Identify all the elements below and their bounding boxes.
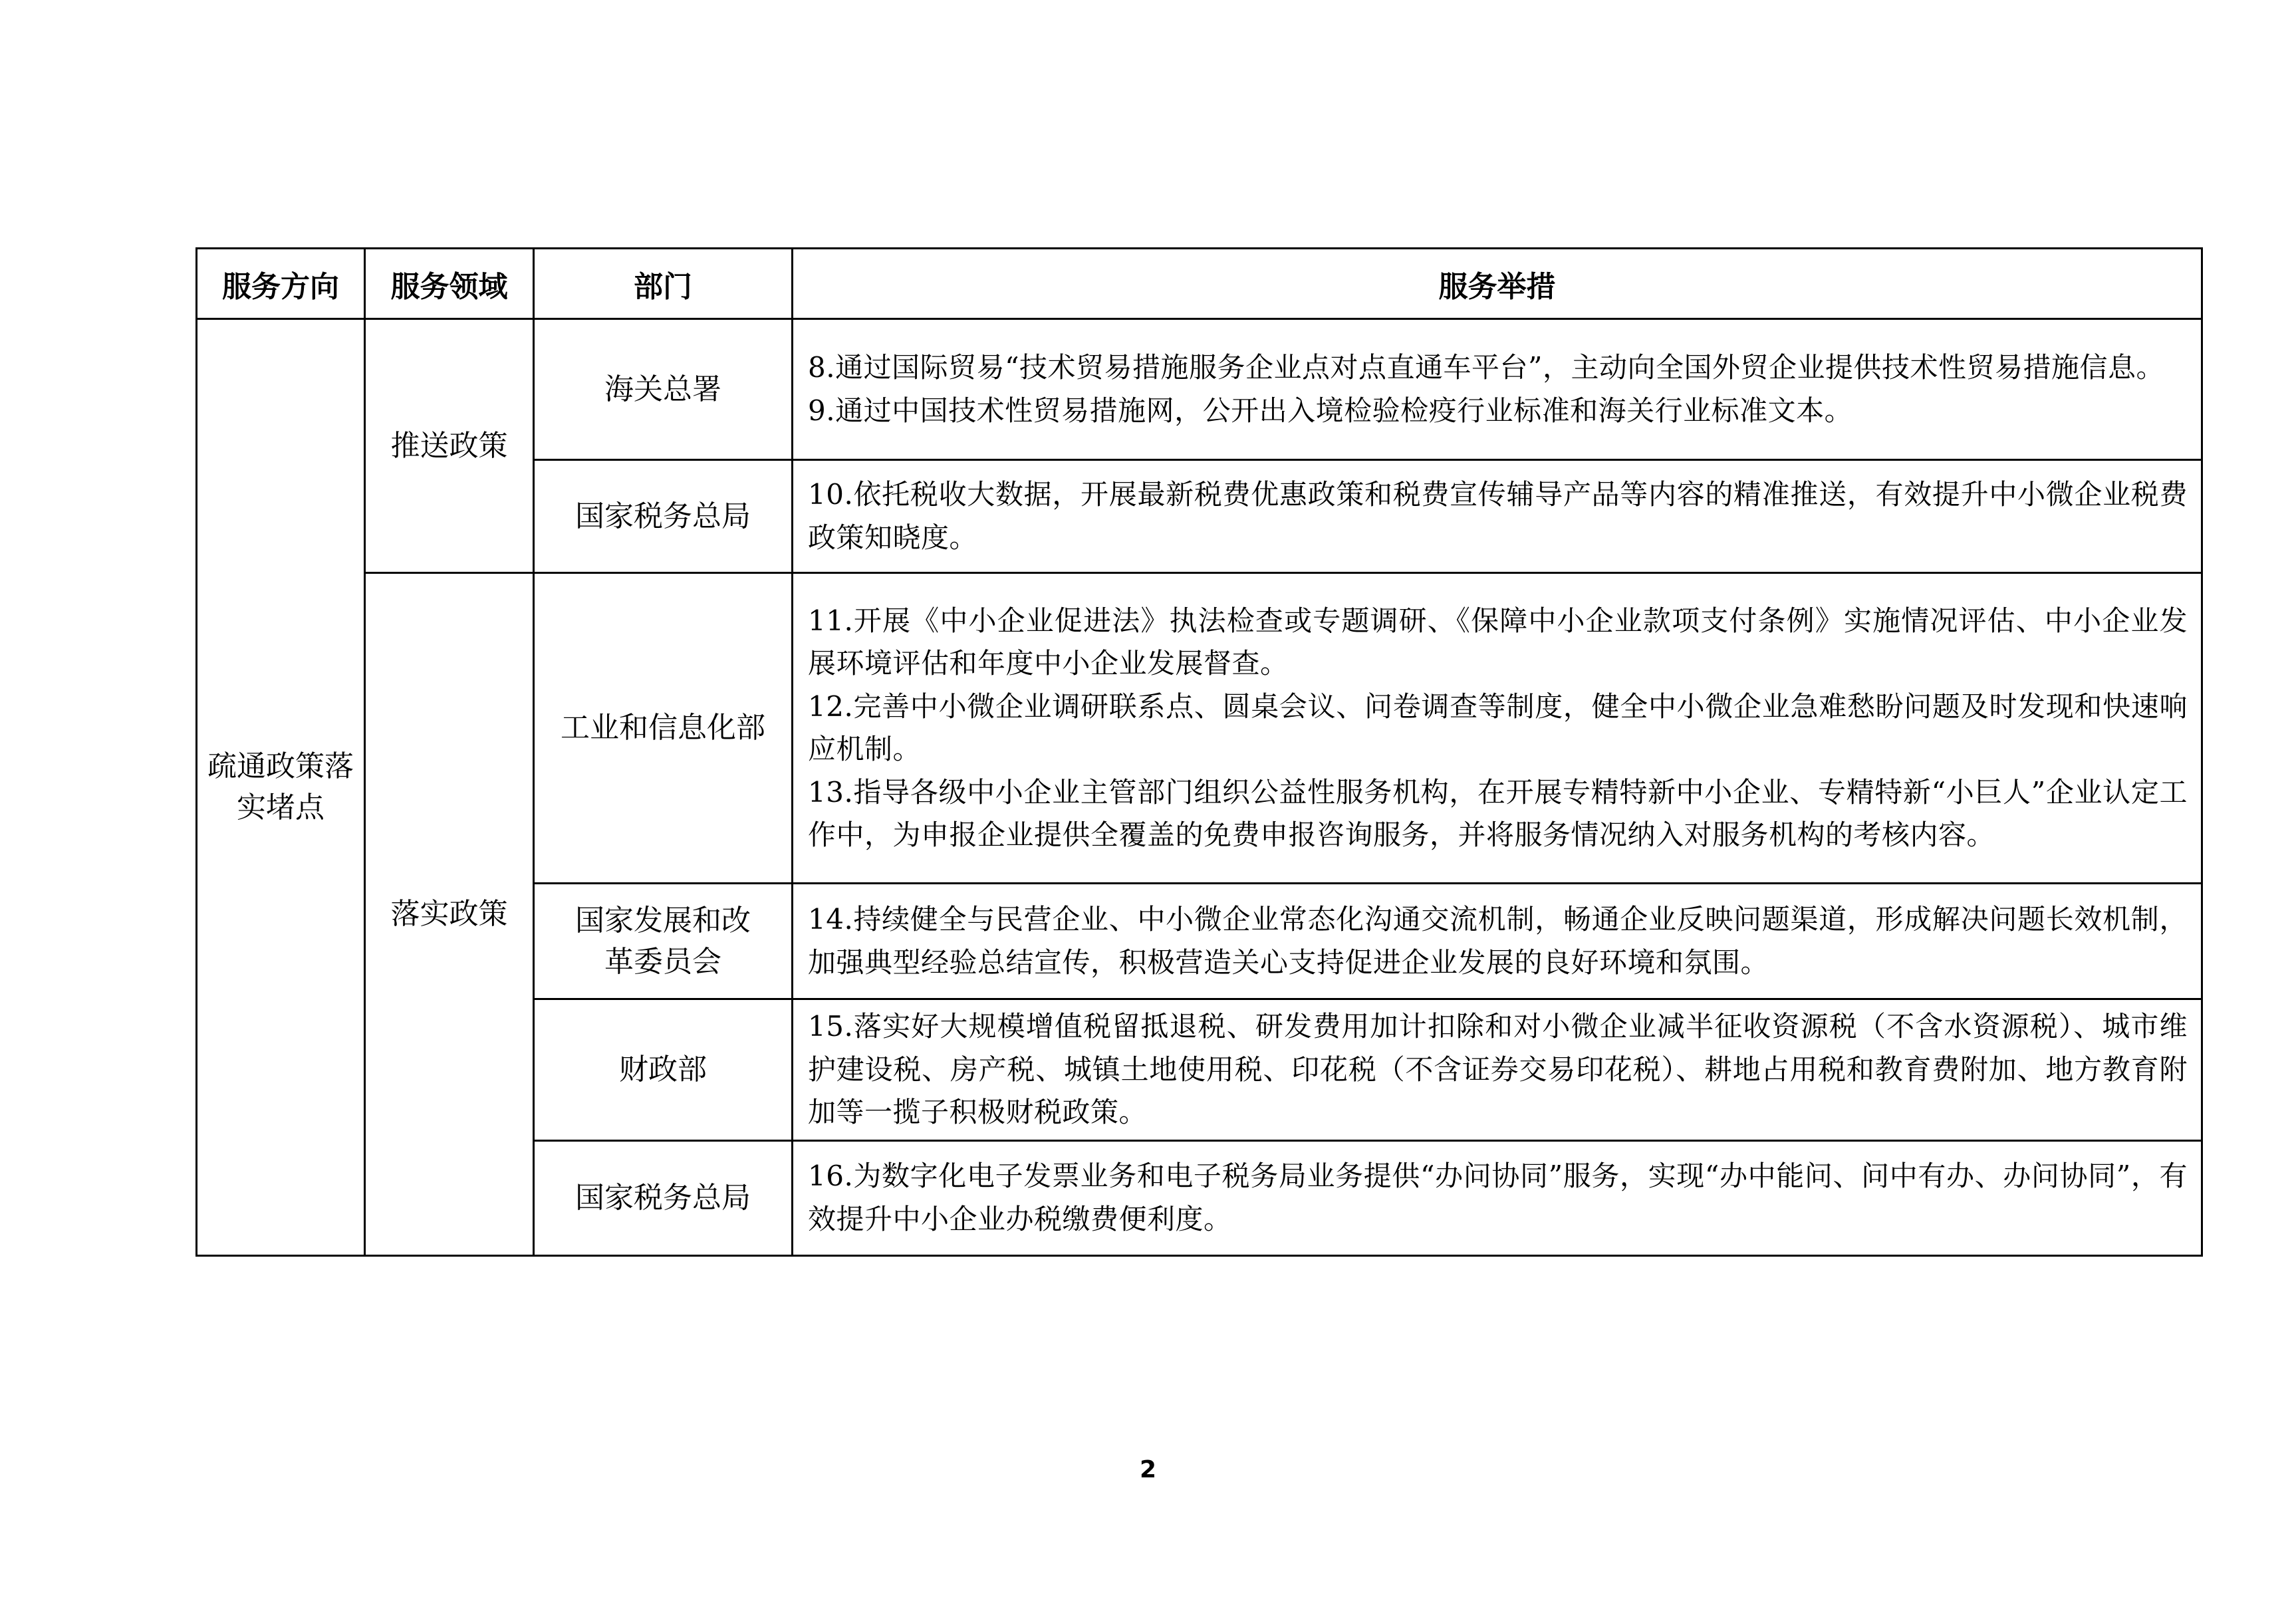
direction-label: 疏通政策落实堵点	[207, 749, 354, 824]
department-cell: 财政部	[534, 999, 793, 1141]
measures-cell	[793, 1140, 2202, 1255]
header-measures: 服务举措	[793, 249, 2202, 319]
header-direction: 服务方向	[197, 249, 365, 319]
measure-item: 12.完善中小微企业调研联系点、圆桌会议、问卷调查等制度，健全中小微企业急难愁盼问题及时发现和快速响应机制。	[808, 689, 2188, 765]
measure-item: 14.持续健全与民营企业、中小微企业常态化沟通交流机制，畅通企业反映问题渠道，形成解决问题长效机制，加强典型经验总结宣传，积极营造关心支持促进企业发展的良好环境和氛围。	[808, 903, 2188, 979]
measures-cell	[793, 460, 2202, 573]
measure-item: 8.通过国际贸易“技术贸易措施服务企业点对点直通车平台”，主动向全国外贸企业提供技术性贸易措施信息。	[808, 351, 2165, 384]
measures-cell	[793, 573, 2202, 884]
table-row	[197, 573, 2202, 884]
department-cell: 国家税务总局	[534, 1140, 793, 1255]
measures-cell	[793, 999, 2202, 1141]
department-cell: 国家税务总局	[534, 460, 793, 573]
page-number: 2	[1139, 1456, 1157, 1483]
direction-cell	[197, 319, 365, 1256]
measures-cell	[793, 884, 2202, 999]
measure-item: 9.通过中国技术性贸易措施网，公开出入境检验检疫行业标准和海关行业标准文本。	[808, 394, 1853, 427]
measures-cell	[793, 319, 2202, 460]
table-row	[197, 319, 2202, 460]
field-cell-implement: 落实政策	[365, 573, 534, 1256]
department-cell: 海关总署	[534, 319, 793, 460]
measure-item: 16.为数字化电子发票业务和电子税务局业务提供“办问协同”服务，实现“办中能问、问中有办、办问协同”，有效提升中小企业办税缴费便利度。	[808, 1160, 2188, 1235]
header-department: 部门	[534, 249, 793, 319]
header-field: 服务领域	[365, 249, 534, 319]
measure-item: 11.开展《中小企业促进法》执法检查或专题调研、《保障中小企业款项支付条例》实施情况评估、中小企业发展环境评估和年度中小企业发展督查。	[808, 604, 2188, 680]
department-cell: 工业和信息化部	[534, 573, 793, 884]
measure-item: 15.落实好大规模增值税留抵退税、研发费用加计扣除和对小微企业减半征收资源税（不含水资源税）、城市维护建设税、房产税、城镇土地使用税、印花税（不含证券交易印花税）、耕地占用税和教育费附加、地方教育附加等一揽子积极财税政策。	[808, 1010, 2188, 1128]
table-header-row	[197, 249, 2202, 319]
service-measures-table	[195, 247, 2203, 1257]
department-cell	[534, 884, 793, 999]
field-cell-push: 推送政策	[365, 319, 534, 573]
department-label: 国家发展和改革委员会	[575, 903, 751, 979]
measure-item: 13.指导各级中小企业主管部门组织公益性服务机构，在开展专精特新中小企业、专精特新“小巨人”企业认定工作中，为申报企业提供全覆盖的免费申报咨询服务，并将服务情况纳入对服务机构的考核内容。	[808, 775, 2188, 851]
measure-item: 10.依托税收大数据，开展最新税费优惠政策和税费宣传辅导产品等内容的精准推送，有效提升中小微企业税费政策知晓度。	[808, 478, 2188, 554]
